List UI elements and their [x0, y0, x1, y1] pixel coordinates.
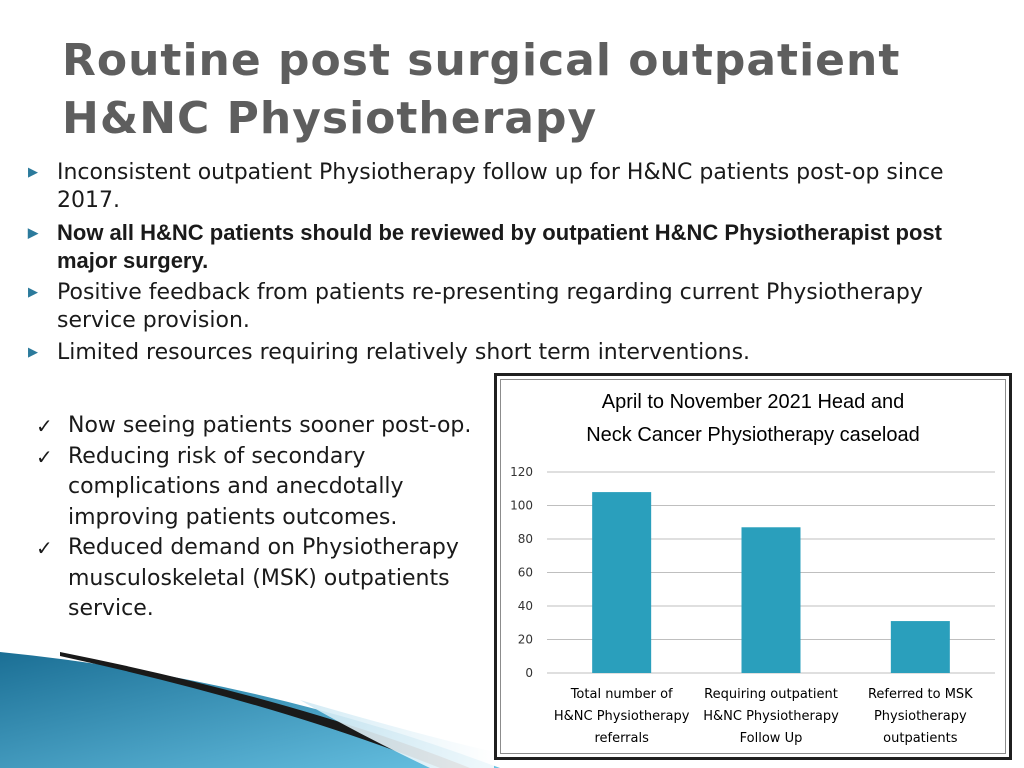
x-category-label: Total number of: [570, 687, 673, 702]
page-title: [62, 32, 962, 148]
check-text: Reducing risk of secondary complications and anecdotally improving patients outcomes.: [68, 443, 404, 530]
y-tick-label: 60: [517, 565, 533, 580]
check-item: [36, 533, 476, 625]
bullet-item: [28, 279, 1008, 335]
title-line-2: H&NC Physiotherapy: [62, 93, 598, 144]
check-text: Reduced demand on Physiotherapy musculoskeletal (MSK) outpatients service.: [68, 535, 459, 621]
y-tick-label: 20: [517, 632, 533, 647]
arrow-bullet-icon: ▶: [28, 345, 38, 360]
y-tick-label: 120: [510, 465, 533, 479]
bullet-text: Limited resources requiring relatively short term interventions.: [57, 340, 751, 365]
x-category-label: Referred to MSK: [867, 687, 973, 702]
y-tick-label: 80: [517, 532, 533, 546]
chart-title-line: April to November 2021 Head and: [601, 391, 905, 413]
x-category-label: Requiring outpatient: [704, 687, 838, 702]
bar: [742, 527, 801, 673]
bar-chart: [497, 376, 1009, 757]
bullet-text: Now all H&NC patients should be reviewed by outpatient H&NC Physiotherapist post major surgery.: [57, 220, 942, 273]
chart-title-line: Neck Cancer Physiotherapy caseload: [586, 424, 920, 446]
x-category-label: H&NC Physiotherapy: [703, 709, 839, 724]
bullet-item: [28, 159, 1008, 215]
bullet-item: [28, 219, 1008, 275]
checkmark-icon: ✓: [36, 444, 53, 469]
title-line-1: Routine post surgical outpatient: [62, 35, 901, 86]
arrow-bullet-icon: ▶: [28, 165, 38, 180]
bullet-list: [28, 159, 1008, 371]
checkmark-icon: ✓: [36, 536, 53, 560]
bar: [592, 492, 651, 673]
bullet-text: Inconsistent outpatient Physiotherapy follow up for H&NC patients post-op since 2017.: [57, 160, 944, 213]
x-category-label: Follow Up: [739, 731, 803, 746]
x-category-label: H&NC Physiotherapy: [553, 709, 690, 724]
chart-frame: [494, 373, 1012, 760]
y-tick-label: 0: [525, 666, 533, 680]
checkmark-icon: ✓: [36, 414, 53, 438]
checkmark-list: [36, 411, 476, 625]
bullet-text: Positive feedback from patients re-presenting regarding current Physiotherapy service provision.: [57, 280, 923, 333]
y-tick-label: 40: [517, 599, 533, 613]
x-category-label: outpatients: [883, 731, 958, 746]
check-item: [36, 442, 476, 534]
check-item: [36, 411, 476, 442]
bullet-item: [28, 339, 1008, 367]
check-text: Now seeing patients sooner post-op.: [68, 413, 472, 438]
x-category-label: Physiotherapy: [873, 709, 967, 724]
bar: [891, 621, 950, 673]
x-category-label: referrals: [594, 731, 649, 746]
arrow-bullet-icon: ▶: [28, 285, 38, 300]
y-tick-label: 100: [510, 498, 533, 513]
arrow-bullet-icon: ▶: [28, 225, 38, 240]
